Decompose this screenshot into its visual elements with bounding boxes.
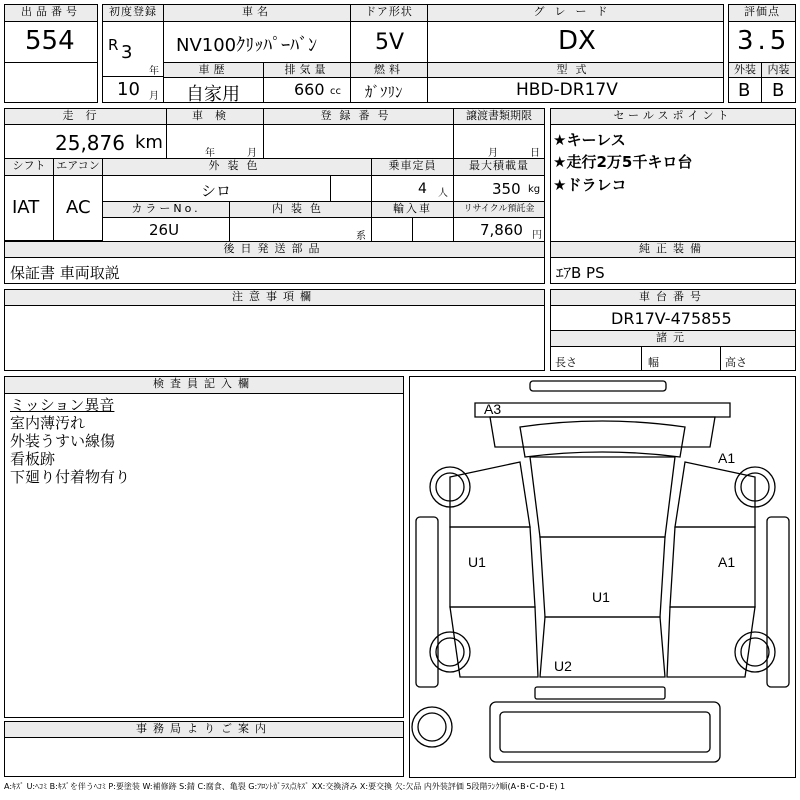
aircon-cell <box>53 175 103 241</box>
sales-point-1: ★キーレス <box>553 131 626 149</box>
capacity-header: 乗車定員 <box>371 158 454 176</box>
later-parts-cell <box>4 257 545 284</box>
capacity-value: 4 <box>418 181 427 197</box>
ext-color-header: 外装色 <box>102 158 372 176</box>
left-side-strip <box>416 517 438 687</box>
fuel-value: ｶﾞｿﾘﾝ <box>365 83 403 101</box>
front-bumper-shape <box>530 381 666 391</box>
hood-shape <box>475 403 730 417</box>
import-cell-b <box>412 217 454 242</box>
car-diagram-svg <box>410 377 795 777</box>
office-cell <box>4 737 404 777</box>
inspector-note-4: 看板跡 <box>10 450 56 468</box>
era-value: R <box>108 36 119 54</box>
reg-no-cell <box>263 124 454 159</box>
grade-value: DX <box>558 26 596 56</box>
aircon-header: エアコン <box>53 158 103 176</box>
ext-color-cell <box>102 175 331 202</box>
shift-header: シフト <box>4 158 54 176</box>
mark-a1-front-right: A1 <box>718 450 736 466</box>
transfer-day-unit: 日 <box>530 148 540 159</box>
score-header: 評価点 <box>728 4 796 22</box>
chassis-value: DR17V-475855 <box>611 309 732 328</box>
lot-no-header: 出品番号 <box>4 4 98 22</box>
inspector-note-1: ミッション異音 <box>10 396 115 414</box>
door-cell <box>350 21 428 63</box>
color-no-value: 26U <box>149 221 180 239</box>
windshield-shape <box>520 421 685 457</box>
color-no-cell <box>102 217 230 242</box>
cargo-shape <box>540 537 665 617</box>
exterior-header: 外装 <box>728 62 762 78</box>
inspector-note-3: 外装うすい線傷 <box>10 432 116 450</box>
later-parts-header: 後日発送部品 <box>4 241 545 258</box>
factory-equip-value: ｴｱB PS <box>556 264 605 282</box>
recycle-unit: 円 <box>532 230 542 241</box>
max-load-header: 最大積載量 <box>453 158 545 176</box>
inspection-cell <box>166 124 264 159</box>
grade-cell <box>427 21 724 63</box>
exterior-value: B <box>738 80 751 101</box>
capacity-unit: 人 <box>438 188 448 199</box>
later-parts-value: 保証書 車両取説 <box>10 264 120 282</box>
lot-no-value: 554 <box>25 26 75 56</box>
mark-u1-left: U1 <box>468 554 486 570</box>
dim-width-label: 幅 <box>648 356 659 369</box>
interior-header: 内装 <box>761 62 796 78</box>
rear-bumper-shape <box>535 687 665 699</box>
era-year-value: 3 <box>121 42 133 63</box>
transfer-month-unit: 月 <box>488 148 498 159</box>
mark-u2: U2 <box>554 658 572 674</box>
month-value: 10 <box>117 79 140 100</box>
first-reg-cell <box>102 21 164 77</box>
shift-value: IAT <box>12 197 40 218</box>
car-name-value: NV100ｸﾘｯﾊﾟｰﾊﾞﾝ <box>176 35 318 56</box>
displacement-value: 660 <box>294 80 325 99</box>
import-header: 輸入車 <box>371 201 454 218</box>
max-load-unit: kg <box>528 184 541 195</box>
displacement-header: 排気量 <box>263 62 351 78</box>
grade-header: グレード <box>427 4 724 22</box>
displacement-cell <box>263 77 351 103</box>
car-diagram <box>409 376 796 778</box>
month-cell <box>102 76 164 103</box>
car-name-cell <box>163 21 351 63</box>
legend-text: A:ｷｽﾞ U:ﾍｺﾐ B:ｷｽﾞを伴うﾍｺﾐ P:要塗装 W:補修跡 S:錆 C:腐食、亀裂 G:ﾌﾛﾝﾄｶﾞﾗｽ点ｷｽﾞ XX:交換済み X:要交換 欠:欠品 内外装評価 5段階ﾗﾝｸ順(A･B･C･D･E) 1 <box>4 782 566 791</box>
notes-header: 注意事項欄 <box>4 289 545 306</box>
chassis-cell <box>550 305 796 331</box>
left-rear-door-shape <box>450 527 535 607</box>
mark-a1-right: A1 <box>718 554 736 570</box>
recycle-cell <box>453 217 545 242</box>
inspection-month-unit: 月 <box>247 148 257 159</box>
history-header: 車歴 <box>163 62 264 78</box>
mark-u1-center: U1 <box>592 589 610 605</box>
interior-value: B <box>772 80 785 101</box>
first-reg-header: 初度登録 <box>102 4 164 22</box>
lot-no-cell <box>4 21 98 63</box>
car-name-header: 車名 <box>163 4 351 22</box>
dimensions-header: 諸元 <box>550 330 796 347</box>
transfer-cell <box>453 124 545 159</box>
max-load-value: 350 <box>492 180 521 198</box>
dim-length-label: 長さ <box>555 356 577 369</box>
sales-points-header: セールスポイント <box>550 108 796 125</box>
inspector-note-5: 下廻り付着物有り <box>10 468 131 486</box>
factory-equip-cell <box>550 257 796 284</box>
year-unit: 年 <box>149 66 159 77</box>
inspector-note-2: 室内薄汚れ <box>10 414 86 432</box>
dim-height-label: 高さ <box>725 356 747 369</box>
right-rear-door-shape <box>670 527 755 607</box>
score-value: 3.5 <box>737 26 791 56</box>
fuel-header: 燃料 <box>350 62 428 78</box>
fuel-cell <box>350 77 428 103</box>
color-no-header: カラーNo. <box>102 201 230 218</box>
inspector-header: 検査員記入欄 <box>4 376 404 394</box>
interior-cell <box>761 77 796 103</box>
roof-shape <box>530 457 675 537</box>
max-load-cell <box>453 175 545 202</box>
history-value: 自家用 <box>186 84 240 103</box>
recycle-header: リサイクル預託金 <box>453 201 545 218</box>
sales-point-2: ★走行2万5千キロ台 <box>553 153 693 171</box>
model-code-value: HBD-DR17V <box>516 80 618 100</box>
lot-no-blank <box>4 62 98 103</box>
door-value: 5V <box>375 30 405 55</box>
office-header: 事務局よりご案内 <box>4 721 404 738</box>
int-color-cell <box>229 217 372 242</box>
exterior-cell <box>728 77 762 103</box>
dim-height-cell <box>720 346 796 371</box>
aircon-value: AC <box>66 197 91 218</box>
transfer-header: 譲渡書類期限 <box>453 108 545 125</box>
history-cell <box>163 77 264 103</box>
reg-no-header: 登録番号 <box>263 108 454 125</box>
mileage-value: 25,876 <box>55 131 125 155</box>
inspector-cell <box>4 393 404 718</box>
score-cell <box>728 21 796 63</box>
mileage-cell <box>4 124 167 159</box>
model-code-header: 型式 <box>427 62 724 78</box>
int-color-header: 内装色 <box>229 201 372 218</box>
model-code-cell <box>427 77 724 103</box>
dim-width-cell <box>641 346 721 371</box>
right-side-strip <box>767 517 789 687</box>
inspection-header: 車検 <box>166 108 264 125</box>
mileage-unit: km <box>135 132 163 153</box>
import-cell-a <box>371 217 413 242</box>
notes-cell <box>4 305 545 371</box>
factory-equip-header: 純正装備 <box>550 241 796 258</box>
chassis-header: 車台番号 <box>550 289 796 306</box>
mileage-header: 走行 <box>4 108 167 125</box>
sales-point-3: ★ドラレコ <box>553 176 627 194</box>
sales-points-cell <box>550 124 796 242</box>
dim-length-cell <box>550 346 642 371</box>
ext-color-value: シロ <box>201 182 232 200</box>
recycle-value: 7,860 <box>480 221 523 239</box>
ext-color-extra <box>330 175 372 202</box>
capacity-cell <box>371 175 454 202</box>
mark-a3: A3 <box>484 401 502 417</box>
int-color-unit: 系 <box>356 231 366 242</box>
shift-cell <box>4 175 54 241</box>
month-unit: 月 <box>149 91 159 102</box>
rear-hatch-shape <box>490 702 720 762</box>
displacement-unit: cc <box>330 86 341 97</box>
inspection-year-unit: 年 <box>205 148 215 159</box>
door-header: ドア形状 <box>350 4 428 22</box>
